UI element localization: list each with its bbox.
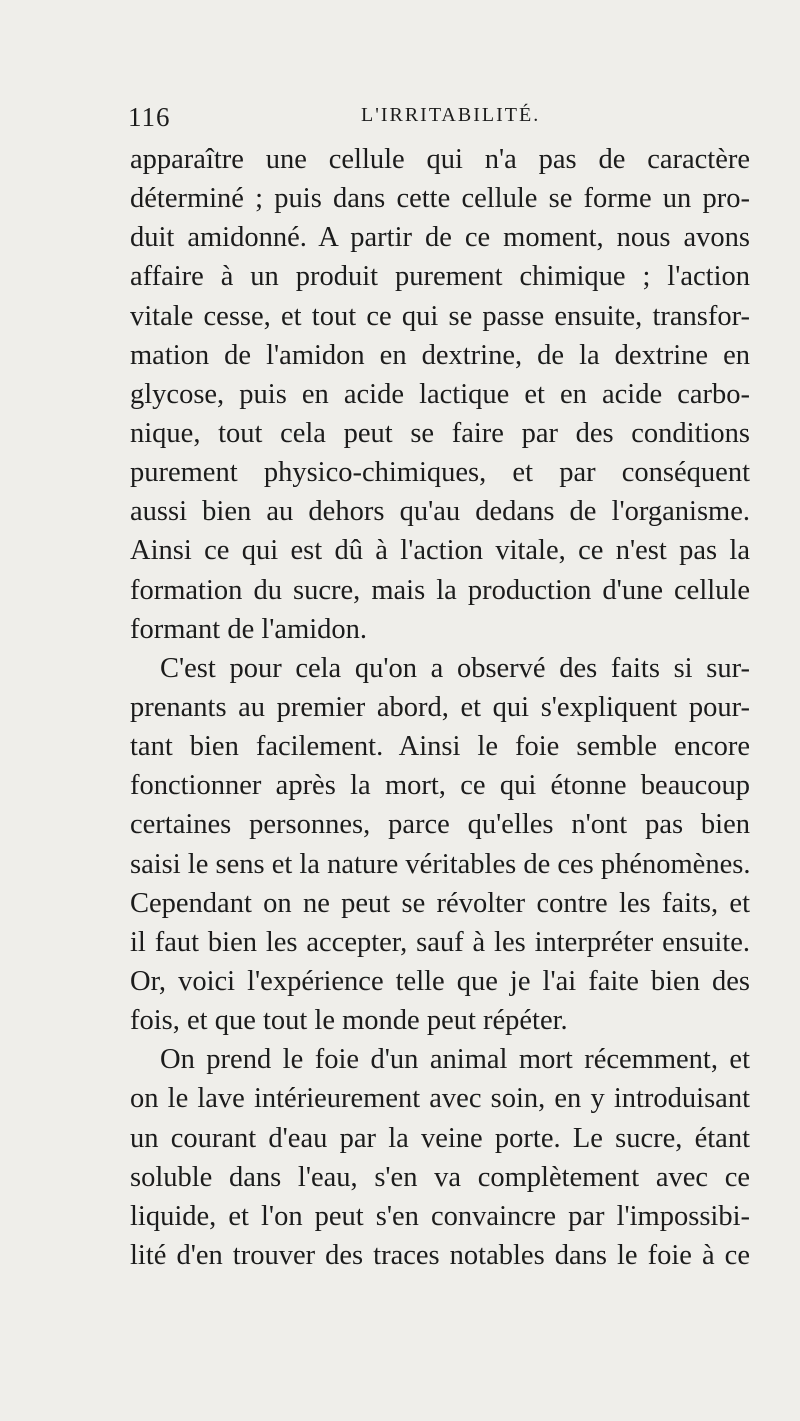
text-line: liquide, et l'on peut s'en convaincre par l'impossibi- xyxy=(130,1200,750,1232)
text-line: vitale cesse, et tout ce qui se passe ensuite, transfor- xyxy=(130,300,750,332)
text-line: soluble dans l'eau, s'en va complètement avec ce xyxy=(130,1161,750,1193)
text-line: fois, et que tout le monde peut répéter. xyxy=(130,1005,568,1037)
page-header xyxy=(128,102,728,138)
text-line: prenants au premier abord, et qui s'expliquent pour- xyxy=(130,691,750,723)
text-line: lité d'en trouver des traces notables dans le foie à ce xyxy=(130,1239,750,1271)
paragraph-start-line: C'est pour cela qu'on a observé des faits si sur- xyxy=(160,652,750,684)
text-line: purement physico-chimiques, et par conséquent xyxy=(130,457,750,489)
text-line: duit amidonné. A partir de ce moment, nous avons xyxy=(130,222,750,254)
text-line: formant de l'amidon. xyxy=(130,613,368,645)
body-text xyxy=(130,140,750,1275)
text-line: on le lave intérieurement avec soin, en y introduisant xyxy=(130,1083,750,1115)
text-line: formation du sucre, mais la production d'une cellule xyxy=(130,574,750,606)
text-line: Cependant on ne peut se révolter contre les faits, et xyxy=(130,887,750,919)
text-line: déterminé ; puis dans cette cellule se forme un pro- xyxy=(130,183,750,215)
page-number: 116 xyxy=(128,102,171,132)
text-line: fonctionner après la mort, ce qui étonne beaucoup xyxy=(130,770,750,802)
text-line: glycose, puis en acide lactique et en acide carbo- xyxy=(130,378,750,410)
text-line: il faut bien les accepter, sauf à les interpréter ensuite. xyxy=(130,926,750,958)
text-line: Or, voici l'expérience telle que je l'ai faite bien des xyxy=(130,965,750,997)
text-line: nique, tout cela peut se faire par des conditions xyxy=(130,417,750,449)
running-title: L'IRRITABILITÉ. xyxy=(361,104,541,126)
text-line: tant bien facilement. Ainsi le foie semble encore xyxy=(130,731,750,763)
text-line: saisi le sens et la nature véritables de ces phénomènes. xyxy=(130,848,751,880)
text-line: aussi bien au dehors qu'au dedans de l'organisme. xyxy=(130,496,750,528)
paragraph-start-line: On prend le foie d'un animal mort récemment, et xyxy=(160,1044,750,1076)
text-line: apparaître une cellule qui n'a pas de caractère xyxy=(130,144,750,175)
text-line: mation de l'amidon en dextrine, de la dextrine en xyxy=(130,339,750,371)
text-line: un courant d'eau par la veine porte. Le sucre, étant xyxy=(130,1122,750,1154)
text-line: Ainsi ce qui est dû à l'action vitale, ce n'est pas la xyxy=(130,535,750,567)
text-line: affaire à un produit purement chimique ; l'action xyxy=(130,261,750,293)
text-line: certaines personnes, parce qu'elles n'ont pas bien xyxy=(130,809,750,841)
